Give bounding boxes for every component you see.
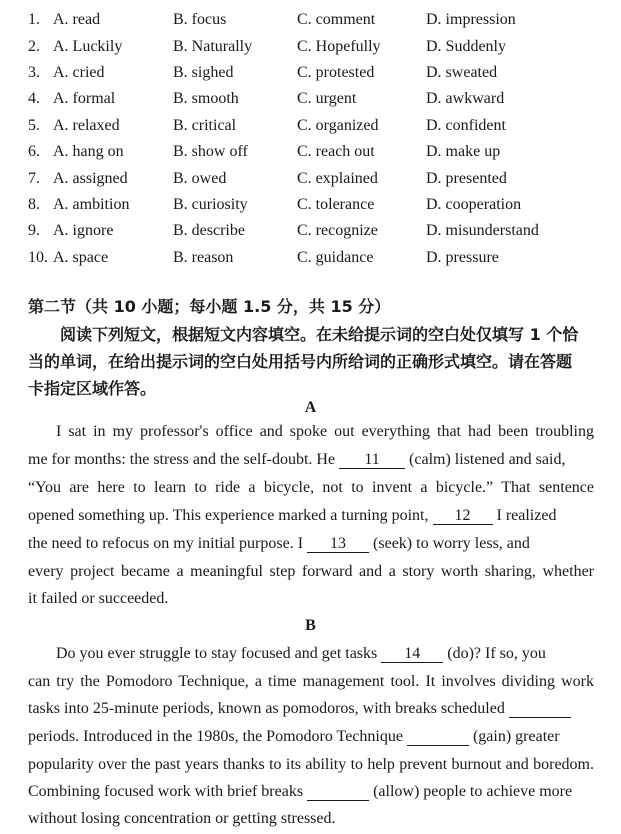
passage-text: me for months: the stress and the self-doubt. He [28, 451, 336, 468]
passage-line [28, 728, 594, 746]
option-row [0, 64, 621, 90]
option-d: D. Suddenly [426, 38, 506, 55]
option-c: C. tolerance [297, 196, 375, 213]
option-c: C. guidance [297, 249, 374, 266]
option-row [0, 249, 621, 275]
option-b: B. critical [173, 117, 237, 134]
option-d: D. make up [426, 143, 501, 160]
blank-12[interactable]: 12 [433, 507, 493, 525]
passage-heading: A [304, 399, 317, 416]
passage-text: the need to refocus on my initial purpose. I [28, 535, 304, 552]
option-d: D. misunderstand [426, 222, 539, 239]
question-number: 5. [28, 117, 40, 134]
option-c: C. comment [297, 11, 376, 28]
option-c: C. recognize [297, 222, 378, 239]
instruction-line: 阅读下列短文，根据短文内容填空。在未给提示词的空白处仅填写 1 个恰 [60, 325, 579, 344]
question-number: 1. [28, 11, 40, 28]
option-a: A. ambition [53, 196, 130, 213]
option-b: B. Naturally [173, 38, 253, 55]
blank-16[interactable] [407, 728, 469, 746]
passage-heading: B [305, 617, 316, 634]
option-c: C. protested [297, 64, 375, 81]
option-d: D. impression [426, 11, 516, 28]
question-number: 10. [28, 249, 48, 266]
passage-text: Do you ever struggle to stay focused and get tasks [56, 645, 378, 662]
option-row [0, 143, 621, 169]
option-d: D. awkward [426, 90, 505, 107]
option-d: D. presented [426, 170, 507, 187]
question-number: 8. [28, 196, 40, 213]
passage-line: “You are here to learn to ride a bicycle, not to invent a bicycle.” That sentence [28, 479, 594, 496]
option-row [0, 222, 621, 248]
question-number: 9. [28, 222, 40, 239]
blank-11[interactable]: 11 [339, 451, 405, 469]
passage-line: popularity over the past years thanks to its ability to help prevent burnout and boredom. [28, 756, 594, 773]
passage-line [28, 451, 594, 469]
question-number: 6. [28, 143, 40, 160]
option-a: A. ignore [53, 222, 114, 239]
option-row [0, 196, 621, 222]
option-d: D. cooperation [426, 196, 522, 213]
passage-line [28, 507, 594, 525]
option-a: A. space [53, 249, 109, 266]
option-row [0, 38, 621, 64]
option-row [0, 11, 621, 37]
instruction-line: 当的单词，在给出提示词的空白处用括号内所给词的正确形式填空。请在答题 [28, 352, 573, 371]
option-c: C. reach out [297, 143, 375, 160]
passage-text: (allow) people to achieve more [373, 783, 573, 800]
passage-line: without losing concentration or getting stressed. [28, 810, 336, 827]
passage-line: I sat in my professor's office and spoke out everything that had been troubling [56, 423, 594, 440]
option-row [0, 170, 621, 196]
question-number: 3. [28, 64, 40, 81]
option-a: A. cried [53, 64, 105, 81]
passage-text: (calm) listened and said, [409, 451, 566, 468]
passage-text: periods. Introduced in the 1980s, the Pomodoro Technique [28, 728, 403, 745]
passage-line [28, 535, 594, 553]
blank-14[interactable]: 14 [381, 645, 443, 663]
option-a: A. formal [53, 90, 116, 107]
option-a: A. hang on [53, 143, 124, 160]
option-b: B. reason [173, 249, 234, 266]
option-a: A. Luckily [53, 38, 123, 55]
passage-text: Combining focused work with brief breaks [28, 783, 304, 800]
passage-text: I realized [496, 507, 557, 524]
option-b: B. sighed [173, 64, 234, 81]
option-a: A. read [53, 11, 101, 28]
option-a: A. assigned [53, 170, 128, 187]
option-row [0, 90, 621, 116]
passage-text: (gain) greater [472, 728, 560, 745]
option-b: B. show off [173, 143, 248, 160]
question-number: 4. [28, 90, 40, 107]
option-row [0, 117, 621, 143]
passage-line: every project became a meaningful step forward and a story worth sharing, whether [28, 563, 594, 580]
passage-line: can try the Pomodoro Technique, a time management tool. It involves dividing work [28, 673, 594, 690]
option-c: C. organized [297, 117, 379, 134]
option-a: A. relaxed [53, 117, 120, 134]
option-c: C. explained [297, 170, 378, 187]
passage-line [28, 700, 594, 718]
option-b: B. focus [173, 11, 227, 28]
question-number: 7. [28, 170, 40, 187]
option-d: D. confident [426, 117, 506, 134]
passage-text: (do)? If so, you [447, 645, 546, 662]
option-d: D. pressure [426, 249, 499, 266]
instruction-line: 卡指定区域作答。 [28, 379, 157, 398]
passage-line: it failed or succeeded. [28, 590, 169, 607]
passage-line [28, 645, 594, 663]
passage-text: (seek) to worry less, and [373, 535, 530, 552]
option-b: B. curiosity [173, 196, 248, 213]
option-b: B. owed [173, 170, 227, 187]
blank-15[interactable] [509, 700, 571, 718]
option-d: D. sweated [426, 64, 498, 81]
blank-13[interactable]: 13 [307, 535, 369, 553]
question-number: 2. [28, 38, 40, 55]
option-b: B. smooth [173, 90, 239, 107]
option-b: B. describe [173, 222, 245, 239]
section-title: 第二节（共 10 小题；每小题 1.5 分，共 15 分） [28, 297, 391, 316]
passage-text: opened something up. This experience marked a turning point, [28, 507, 429, 524]
passage-line [28, 783, 594, 801]
passage-text: tasks into 25-minute periods, known as pomodoros, with breaks scheduled [28, 700, 505, 717]
blank-17[interactable] [307, 783, 369, 801]
option-c: C. urgent [297, 90, 357, 107]
option-c: C. Hopefully [297, 38, 381, 55]
